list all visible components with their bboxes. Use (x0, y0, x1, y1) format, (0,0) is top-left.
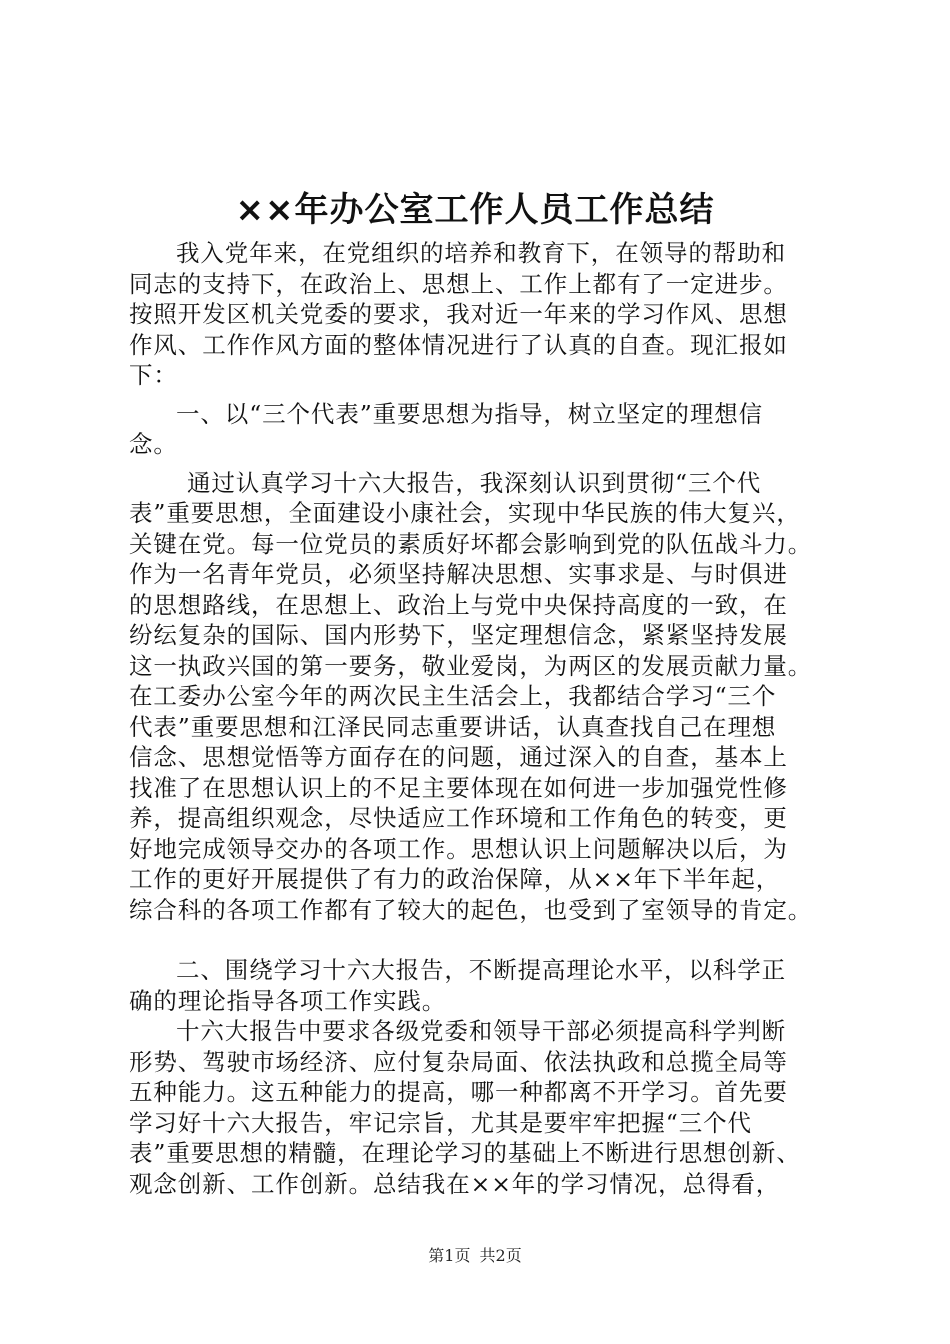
text-line: 念。 (129, 430, 178, 458)
text-line: 十六大报告中要求各级党委和领导干部必须提高科学判断 (176, 1017, 786, 1045)
text-line: 表”重要思想，全面建设小康社会，实现中华民族的伟大复兴， (129, 499, 801, 527)
page-total: 共2页 (479, 1246, 522, 1265)
text-line: 在工委办公室今年的两次民主生活会上，我都结合学习“三个 (129, 682, 777, 710)
text-line: 我入党年来，在党组织的培养和教育下，在领导的帮助和 (176, 239, 786, 267)
text-line: 代表”重要思想和江泽民同志重要讲话，认真查找自己在理想 (129, 712, 777, 741)
text-line: 按照开发区机关党委的要求，我对近一年来的学习作风、思想 (129, 300, 788, 328)
text-line: 确的理论指导各项工作实践。 (129, 986, 447, 1015)
text-line: 信念、思想觉悟等方面存在的问题，通过深入的自查，基本上 (129, 743, 788, 771)
text-line: 找准了在思想认识上的不足主要体现在如何进一步加强党性修 (129, 773, 788, 802)
document-title: ××年办公室工作人员工作总结 (235, 190, 715, 230)
text-line: 好地完成领导交办的各项工作。思想认识上问题解决以后，为 (129, 834, 788, 863)
paragraph-section-one-body (129, 468, 829, 926)
text-line: 的思想路线，在思想上、政治上与党中央保持高度的一致，在 (129, 590, 788, 619)
section-heading-one (129, 399, 829, 460)
paragraph-section-two-body (129, 1016, 829, 1199)
text-line: 这一执政兴国的第一要务，敬业爱岗，为两区的发展贡献力量。 (129, 651, 813, 680)
section-heading-two (129, 955, 829, 1016)
text-line: 通过认真学习十六大报告，我深刻认识到贯彻“三个代 (187, 468, 762, 497)
text-line: 工作的更好开展提供了有力的政治保障，从××年下半年起， (129, 865, 781, 893)
text-line: 表”重要思想的精髓，在理论学习的基础上不断进行思想创新、 (129, 1139, 801, 1167)
text-line: 纷纭复杂的国际、国内形势下，坚定理想信念，紧紧坚持发展 (129, 621, 788, 649)
text-line: 同志的支持下，在政治上、思想上、工作上都有了一定进步。 (129, 269, 788, 298)
text-line: 作为一名青年党员，必须坚持解决思想、实事求是、与时俱进 (129, 560, 788, 588)
text-line: 形势、驾驶市场经济、应付复杂局面、依法执政和总揽全局等 (129, 1047, 788, 1076)
text-line: 下： (129, 361, 178, 389)
paragraph-intro (129, 238, 829, 391)
page-number: 第1页 (428, 1246, 471, 1265)
text-line: 学习好十六大报告，牢记宗旨，尤其是要牢牢把握“三个代 (129, 1108, 752, 1137)
text-line: 关键在党。每一位党员的素质好坏都会影响到党的队伍战斗力。 (129, 529, 813, 558)
text-line: 养，提高组织观念，尽快适应工作环境和工作角色的转变，更 (129, 804, 788, 832)
text-line: 二、围绕学习十六大报告，不断提高理论水平，以科学正 (176, 956, 786, 984)
text-line: 作风、工作作风方面的整体情况进行了认真的自查。现汇报如 (129, 330, 788, 359)
text-line: 观念创新、工作创新。总结我在××年的学习情况，总得看， (129, 1169, 781, 1198)
page-footer (0, 1245, 950, 1267)
text-line: 一、以“三个代表”重要思想为指导，树立坚定的理想信 (176, 399, 764, 428)
text-line: 综合科的各项工作都有了较大的起色，也受到了室领导的肯定。 (129, 895, 813, 924)
text-line: 五种能力。这五种能力的提高，哪一种都离不开学习。首先要 (129, 1078, 788, 1106)
document-body (129, 238, 829, 1199)
